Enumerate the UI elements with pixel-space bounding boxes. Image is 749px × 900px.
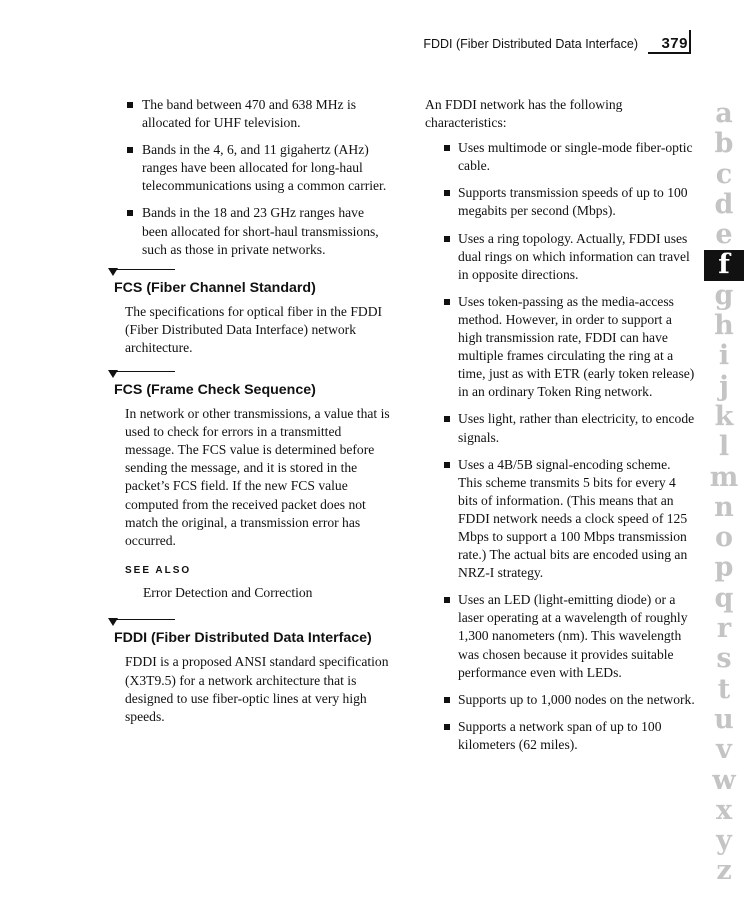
thumb-tab-h[interactable]: h <box>714 310 734 342</box>
thumb-tab-m[interactable]: m <box>709 461 739 493</box>
frequency-band-list <box>108 96 393 259</box>
fddi-characteristics-list <box>425 139 695 754</box>
thumb-tab-v[interactable]: v <box>716 734 732 766</box>
thumb-tab-q[interactable]: q <box>714 582 734 614</box>
entry-title: FCS (Frame Check Sequence) <box>114 381 316 398</box>
entry-marker <box>108 370 393 382</box>
list-item: The band between 470 and 638 MHz is allocated for UHF television. <box>108 96 393 132</box>
list-item: Uses token-passing as the media-access method. However, in order to support a high transmission rate, FDDI can have multiple frames circulating the ring at a time, just as with ETR (early token release) in an ordinary Token Ring network. <box>425 293 695 402</box>
entry-title: FCS (Fiber Channel Standard) <box>114 279 316 296</box>
thumb-tab-y[interactable]: y <box>716 825 732 857</box>
intro-text: An FDDI network has the following characteristics: <box>425 97 623 131</box>
entry-body: The specifications for optical fiber in the FDDI (Fiber Distributed Data Interface) network architecture. <box>125 304 383 356</box>
list-item: Bands in the 18 and 23 GHz ranges have been allocated for short-haul transmissions, such as those in private networks. <box>108 204 393 258</box>
see-also-label: SEE ALSO <box>125 564 192 576</box>
glossary-entry-fcs-fiber-channel <box>108 268 393 358</box>
entry-title: FDDI (Fiber Distributed Data Interface) <box>114 629 372 646</box>
list-item: Supports a network span of up to 100 kilometers (62 miles). <box>425 718 695 754</box>
thumb-tab-l[interactable]: l <box>718 431 730 463</box>
left-column <box>108 96 393 726</box>
header-rule-horizontal <box>648 52 691 54</box>
thumb-tab-g[interactable]: g <box>714 279 734 311</box>
list-item: Uses an LED (light-emitting diode) or a laser operating at a wavelength of roughly 1,300 nanometers (nm). This wavelength was chosen because it provides suitable performance even with LEDs. <box>425 591 695 681</box>
thumb-tab-b[interactable]: b <box>714 128 734 160</box>
list-item: Supports up to 1,000 nodes on the network. <box>425 691 695 709</box>
thumb-tab-t[interactable]: t <box>717 673 731 705</box>
list-item: Supports transmission speeds of up to 100 megabits per second (Mbps). <box>425 184 695 220</box>
running-head <box>423 37 638 55</box>
list-item: Uses light, rather than electricity, to encode signals. <box>425 410 695 446</box>
thumb-tab-u[interactable]: u <box>714 703 734 735</box>
list-item: Uses multimode or single-mode fiber-optic cable. <box>425 139 695 175</box>
entry-body: FDDI is a proposed ANSI standard specification (X3T9.5) for a network architecture that is designed to use fiber-optic lines at very high speeds. <box>125 654 389 724</box>
list-item: Bands in the 4, 6, and 11 gigahertz (AHz) ranges have been allocated for long-haul telecommunications using a common carrier. <box>108 141 393 195</box>
thumb-tab-z[interactable]: z <box>716 855 732 887</box>
thumb-tab-e[interactable]: e <box>715 219 733 251</box>
thumb-tab-a[interactable]: a <box>715 98 733 129</box>
thumb-tab-c[interactable]: c <box>715 158 733 190</box>
page-number: 379 <box>661 35 688 52</box>
thumb-tab-n[interactable]: n <box>714 491 734 523</box>
thumb-tab-o[interactable]: o <box>714 522 733 554</box>
glossary-entry-fddi <box>108 618 393 726</box>
glossary-entry-fcs-frame-check <box>108 370 393 602</box>
thumb-tab-x[interactable]: x <box>715 794 733 826</box>
list-item: Uses a 4B/5B signal-encoding scheme. This scheme transmits 5 bits for every 4 bits of information. (This means that an FDDI network needs a clock speed of 125 Mbps to support a 100 Mbps transmission rate.) The actual bits are encoded using an NRZ-I strategy. <box>425 456 695 583</box>
thumb-tab-i[interactable]: i <box>718 340 730 372</box>
thumb-tab-j[interactable]: j <box>719 370 729 402</box>
right-column <box>425 96 695 763</box>
thumb-tab-p[interactable]: p <box>714 552 734 584</box>
running-head-title: FDDI (Fiber Distributed Data Interface) <box>423 37 638 51</box>
entry-marker <box>108 618 393 630</box>
entry-marker <box>108 268 393 280</box>
fddi-characteristics-intro <box>425 96 695 132</box>
thumb-index <box>704 99 744 887</box>
list-item: Uses a ring topology. Actually, FDDI uses dual rings on which information can travel in opposite directions. <box>425 230 695 284</box>
thumb-tab-r[interactable]: r <box>716 613 732 645</box>
entry-body: In network or other transmissions, a value that is used to check for errors in a transmitted message. The FCS value is determined before sending the message, and it is stored in the packet’s FCS field. If the new FCS value computed from the received packet does not match the original, a transmission error has occurred. <box>125 406 390 548</box>
thumb-tab-s[interactable]: s <box>716 643 732 675</box>
header-rule-vertical <box>689 30 691 53</box>
see-also-link[interactable]: Error Detection and Correction <box>143 584 313 600</box>
thumb-tab-f[interactable]: f <box>704 250 744 280</box>
thumb-tab-w[interactable]: w <box>712 764 736 796</box>
thumb-tab-k[interactable]: k <box>714 400 734 432</box>
thumb-tab-d[interactable]: d <box>714 188 734 220</box>
